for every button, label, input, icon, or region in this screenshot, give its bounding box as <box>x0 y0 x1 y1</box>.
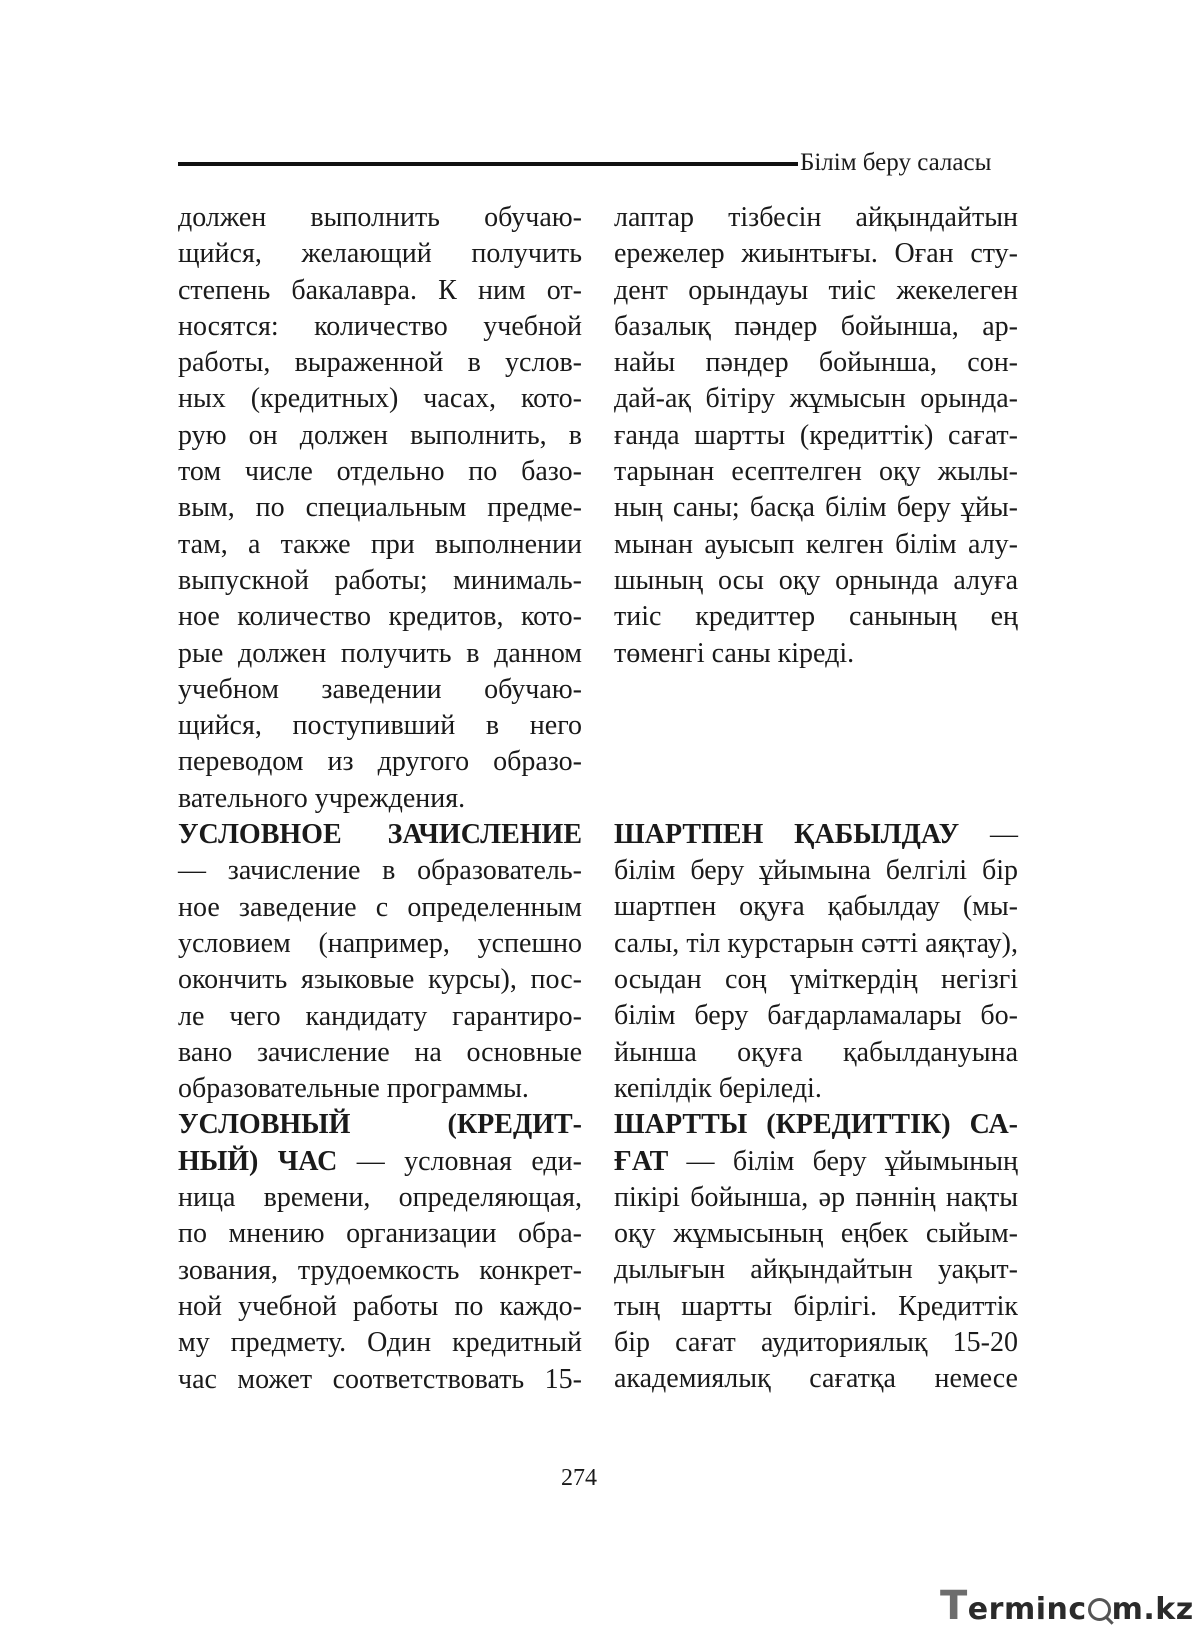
text-line: ның саны; басқа білім беру ұйы- <box>614 492 1018 524</box>
text-line: мынан ауысып келген білім алу- <box>614 528 1018 560</box>
text-line: ле чего кандидату гарантиро- <box>178 1000 582 1032</box>
watermark-domain: m.kz <box>1111 1592 1194 1627</box>
entry-uslovnoe-zachislenie <box>178 817 582 1107</box>
column-gap <box>614 672 1018 817</box>
text-line: щийся, желающий получить <box>178 238 582 270</box>
text-line: тарынан есептелген оқу жылы- <box>614 456 1018 488</box>
page-number: 274 <box>561 1465 597 1491</box>
text-line: білім беру ұйымына белгілі бір <box>614 855 1018 887</box>
entry-uslovnyy-chas <box>178 1107 582 1397</box>
text-line: базалық пәндер бойынша, ар- <box>614 310 1018 342</box>
text-line: білім беру бағдарламалары бо- <box>614 1000 1018 1032</box>
entry-term: ШАРТПЕН ҚАБЫЛДАУ <box>614 818 960 850</box>
text-line: вательного учреждения. <box>178 782 466 814</box>
left-column <box>178 200 582 1398</box>
text-line: тың шартты бірлігі. Кредиттік <box>614 1290 1018 1322</box>
text-line: вано зачисление на основные <box>178 1036 582 1068</box>
text-line <box>178 1144 582 1180</box>
text-line: вым, по специальным предме- <box>178 492 582 524</box>
watermark-initial: T <box>940 1583 968 1629</box>
entry-term-continuation: НЫЙ) ЧАС <box>178 1145 338 1177</box>
text-line: бір сағат аудиториялық 15-20 <box>614 1327 1018 1359</box>
text-line: дент орындауы тиіс жекелеген <box>614 274 1018 306</box>
text-line: ное количество кредитов, кото- <box>178 601 582 633</box>
running-header-title: Білім беру саласы <box>800 149 992 176</box>
entry-shartty-sagat <box>614 1107 1018 1397</box>
text-line: найы пәндер бойынша, сон- <box>614 347 1018 379</box>
text-line: по мнению организации обра- <box>178 1218 582 1250</box>
text-line: дай-ақ бітіру жұмысын орында- <box>614 383 1018 415</box>
text-line: выпускной работы; минималь- <box>178 564 582 596</box>
definition-start: — условная еди- <box>337 1145 582 1177</box>
text-line: рую он должен выполнить, в <box>178 419 582 451</box>
text-line: шартпен оқуға қабылдау (мы- <box>614 891 1018 923</box>
text-line: учебном заведении обучаю- <box>178 673 582 705</box>
text-line: йынша оқуға қабылдануына <box>614 1036 1018 1068</box>
text-line: ной учебной работы по каждо- <box>178 1290 582 1322</box>
text-line: условием (например, успешно <box>178 927 582 959</box>
text-line: ережелер жиынтығы. Оған сту- <box>614 238 1018 270</box>
entry-shartpen-qabyldau <box>614 817 1018 1107</box>
text-line: лаптар тізбесін айқындайтын <box>614 202 1018 233</box>
text-line: төменгі саны кіреді. <box>614 637 855 669</box>
text-line: академиялық сағатқа немесе <box>614 1363 1018 1395</box>
entry-term: УСЛОВНОЕ ЗАЧИСЛЕНИЕ <box>178 819 582 851</box>
watermark-logo <box>940 1583 1194 1629</box>
text-line: образовательные программы. <box>178 1073 529 1105</box>
magnifier-icon <box>1088 1598 1111 1621</box>
term-dash: — <box>959 818 1018 850</box>
text-line: пікірі бойынша, әр пәннің нақты <box>614 1181 1018 1213</box>
text-line: окончить языковые курсы), пос- <box>178 964 582 996</box>
text-line: ница времени, определяющая, <box>178 1182 582 1214</box>
watermark-text-part: erminc <box>967 1592 1087 1627</box>
text-line: дылығын айқындайтын уақыт- <box>614 1254 1018 1286</box>
right-continuation-paragraph <box>614 200 1018 672</box>
text-line: там, а также при выполнении <box>178 528 582 560</box>
header-rule <box>178 162 798 166</box>
text-line: рые должен получить в данном <box>178 637 582 669</box>
text-line: щийся, поступивший в него <box>178 710 582 742</box>
text-line: зования, трудоемкость конкрет- <box>178 1254 582 1286</box>
text-line <box>614 817 1018 853</box>
text-line: оқу жұмысының еңбек сыйым- <box>614 1218 1018 1250</box>
definition-start: — білім беру ұйымының <box>668 1145 1018 1177</box>
text-line: час может соответствовать 15- <box>178 1363 582 1395</box>
text-line: шының осы оқу орнында алуға <box>614 564 1018 596</box>
left-continuation-paragraph <box>178 200 582 817</box>
text-line: переводом из другого образо- <box>178 746 582 778</box>
right-column <box>614 200 1018 1398</box>
text-line: — зачисление в образователь- <box>178 855 582 887</box>
text-line <box>614 1144 1018 1180</box>
entry-term-continuation: ҒАТ <box>614 1145 669 1177</box>
entry-term: ШАРТТЫ (КРЕДИТТІК) СА- <box>614 1109 1018 1141</box>
text-line: том числе отдельно по базо- <box>178 456 582 488</box>
text-line: му предмету. Один кредитный <box>178 1327 582 1359</box>
text-line: салы, тіл курстарын сәтті аяқтау), <box>614 927 1018 959</box>
text-line: ғанда шартты (кредиттік) сағат- <box>614 419 1018 451</box>
text-line: ное заведение с определенным <box>178 891 582 923</box>
text-line: тиіс кредиттер санының ең <box>614 601 1018 633</box>
text-line: степень бакалавра. К ним от- <box>178 274 582 306</box>
text-line: носятся: количество учебной <box>178 310 582 342</box>
entry-term: УСЛОВНЫЙ (КРЕДИТ- <box>178 1109 582 1141</box>
text-line: работы, выраженной в услов- <box>178 347 582 379</box>
text-line: осыдан соң үміткердің негізгі <box>614 964 1018 996</box>
text-line: кепілдік беріледі. <box>614 1072 822 1104</box>
text-line: должен выполнить обучаю- <box>178 202 582 233</box>
text-line: ных (кредитных) часах, кото- <box>178 383 582 415</box>
